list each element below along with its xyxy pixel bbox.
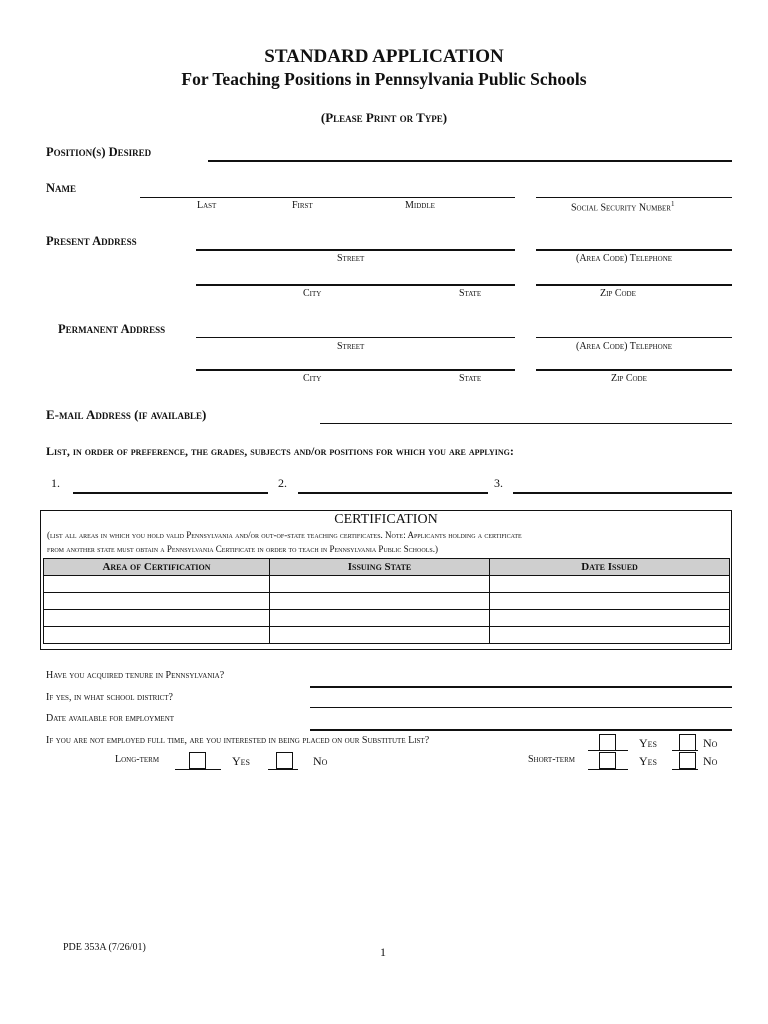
certification-row [44,627,730,644]
certification-note-line-1: (list all areas in which you hold valid Pennsylvania and/or out-of-state teaching certificates. Note: Applicants holding a certificate [47,530,522,540]
preference-1-field[interactable] [73,492,268,494]
position-desired-label: Position(s) Desired [46,145,152,159]
permanent-street-caption: Street [337,341,365,352]
certification-title: CERTIFICATION [334,512,438,527]
certification-section [40,510,732,650]
long-term-yes-underline [175,769,221,770]
substitute-yes-label: Yes [639,736,658,750]
preference-2-field[interactable] [298,492,488,494]
available-date-field[interactable] [310,729,732,731]
permanent-city-caption: City [303,373,322,384]
date-cell[interactable] [490,627,730,644]
certification-row [44,576,730,593]
certification-note-line-2: from another state must obtain a Pennsylvania Certificate in order to teach in Pennsylvania Public Schools.) [47,544,438,554]
substitute-no-underline [672,750,698,751]
permanent-street-field[interactable] [196,337,515,338]
substitute-list-question: If you are not employed full time, are you interested in being placed on our Substitute List? [46,735,430,746]
middle-name-caption: Middle [405,200,435,211]
short-term-yes-label: Yes [639,754,658,768]
area-cell[interactable] [44,593,270,610]
substitute-no-label: No [703,736,718,750]
permanent-city-state-field[interactable] [196,369,515,371]
present-zip-caption: Zip Code [600,288,636,299]
date-cell[interactable] [490,610,730,627]
certification-table [43,558,730,644]
area-cell[interactable] [44,627,270,644]
present-street-field[interactable] [196,249,515,251]
last-name-caption: Last [197,200,217,211]
email-label: E-mail Address (if available) [46,407,207,422]
long-term-yes-checkbox[interactable] [189,752,206,769]
present-street-caption: Street [337,253,365,264]
date-cell[interactable] [490,593,730,610]
name-label: Name [46,181,77,195]
present-state-caption: State [459,288,482,299]
short-term-yes-underline [588,769,628,770]
preferences-heading: List, in order of preference, the grades, subjects and/or positions for which you are applying: [46,444,514,458]
permanent-state-caption: State [459,373,482,384]
preference-3-field[interactable] [513,492,732,494]
preference-2-number: 2. [278,476,287,490]
long-term-no-checkbox[interactable] [276,752,293,769]
short-term-label: Short-term [528,754,575,765]
state-cell[interactable] [270,593,490,610]
short-term-no-checkbox[interactable] [679,752,696,769]
long-term-no-underline [268,769,298,770]
ssn-caption: Social Security Number$^1$ [571,200,675,214]
district-answer-field[interactable] [310,707,732,708]
district-question: If yes, in what school district? [46,692,173,703]
date-issued-header: Date Issued [490,559,730,576]
page-number: 1 [380,945,386,959]
present-address-label: Present Address [46,234,137,248]
area-of-certification-header: Area of Certification [44,559,270,576]
present-city-caption: City [303,288,322,299]
permanent-phone-caption: (Area Code) Telephone [576,341,673,352]
tenure-answer-field[interactable] [310,686,732,688]
permanent-address-label: Permanent Address [58,322,166,336]
ssn-footnote-marker: 1 [670,200,675,208]
form-title: STANDARD APPLICATION [264,46,504,67]
state-cell[interactable] [270,610,490,627]
certification-header-row [44,559,730,576]
permanent-phone-field[interactable] [536,337,732,338]
short-term-no-label: No [703,754,718,768]
present-zip-field[interactable] [536,284,732,286]
available-date-question: Date available for employment [46,713,175,724]
area-cell[interactable] [44,576,270,593]
area-cell[interactable] [44,610,270,627]
name-field[interactable] [140,197,515,198]
ssn-field[interactable] [536,197,732,198]
short-term-no-underline [672,769,698,770]
present-phone-caption: (Area Code) Telephone [576,253,673,264]
substitute-yes-underline [588,750,628,751]
long-term-yes-label: Yes [232,754,251,768]
preference-3-number: 3. [494,476,503,490]
short-term-yes-checkbox[interactable] [599,752,616,769]
permanent-zip-field[interactable] [536,369,732,371]
present-phone-field[interactable] [536,249,732,251]
substitute-yes-checkbox[interactable] [599,734,616,751]
form-subtitle: For Teaching Positions in Pennsylvania Public Schools [181,69,587,89]
permanent-zip-caption: Zip Code [611,373,647,384]
issuing-state-header: Issuing State [270,559,490,576]
substitute-no-checkbox[interactable] [679,734,696,751]
present-city-state-field[interactable] [196,284,515,286]
state-cell[interactable] [270,627,490,644]
certification-row [44,593,730,610]
certification-row [44,610,730,627]
tenure-question: Have you acquired tenure in Pennsylvania? [46,670,225,681]
preference-1-number: 1. [51,476,60,490]
state-cell[interactable] [270,576,490,593]
print-instruction: (Please Print or Type) [320,110,448,125]
first-name-caption: First [292,200,313,211]
form-identifier: PDE 353A (7/26/01) [63,942,146,953]
long-term-no-label: No [313,754,328,768]
position-desired-field[interactable] [208,160,732,162]
email-field[interactable] [320,423,732,424]
date-cell[interactable] [490,576,730,593]
long-term-label: Long-term [115,754,160,765]
